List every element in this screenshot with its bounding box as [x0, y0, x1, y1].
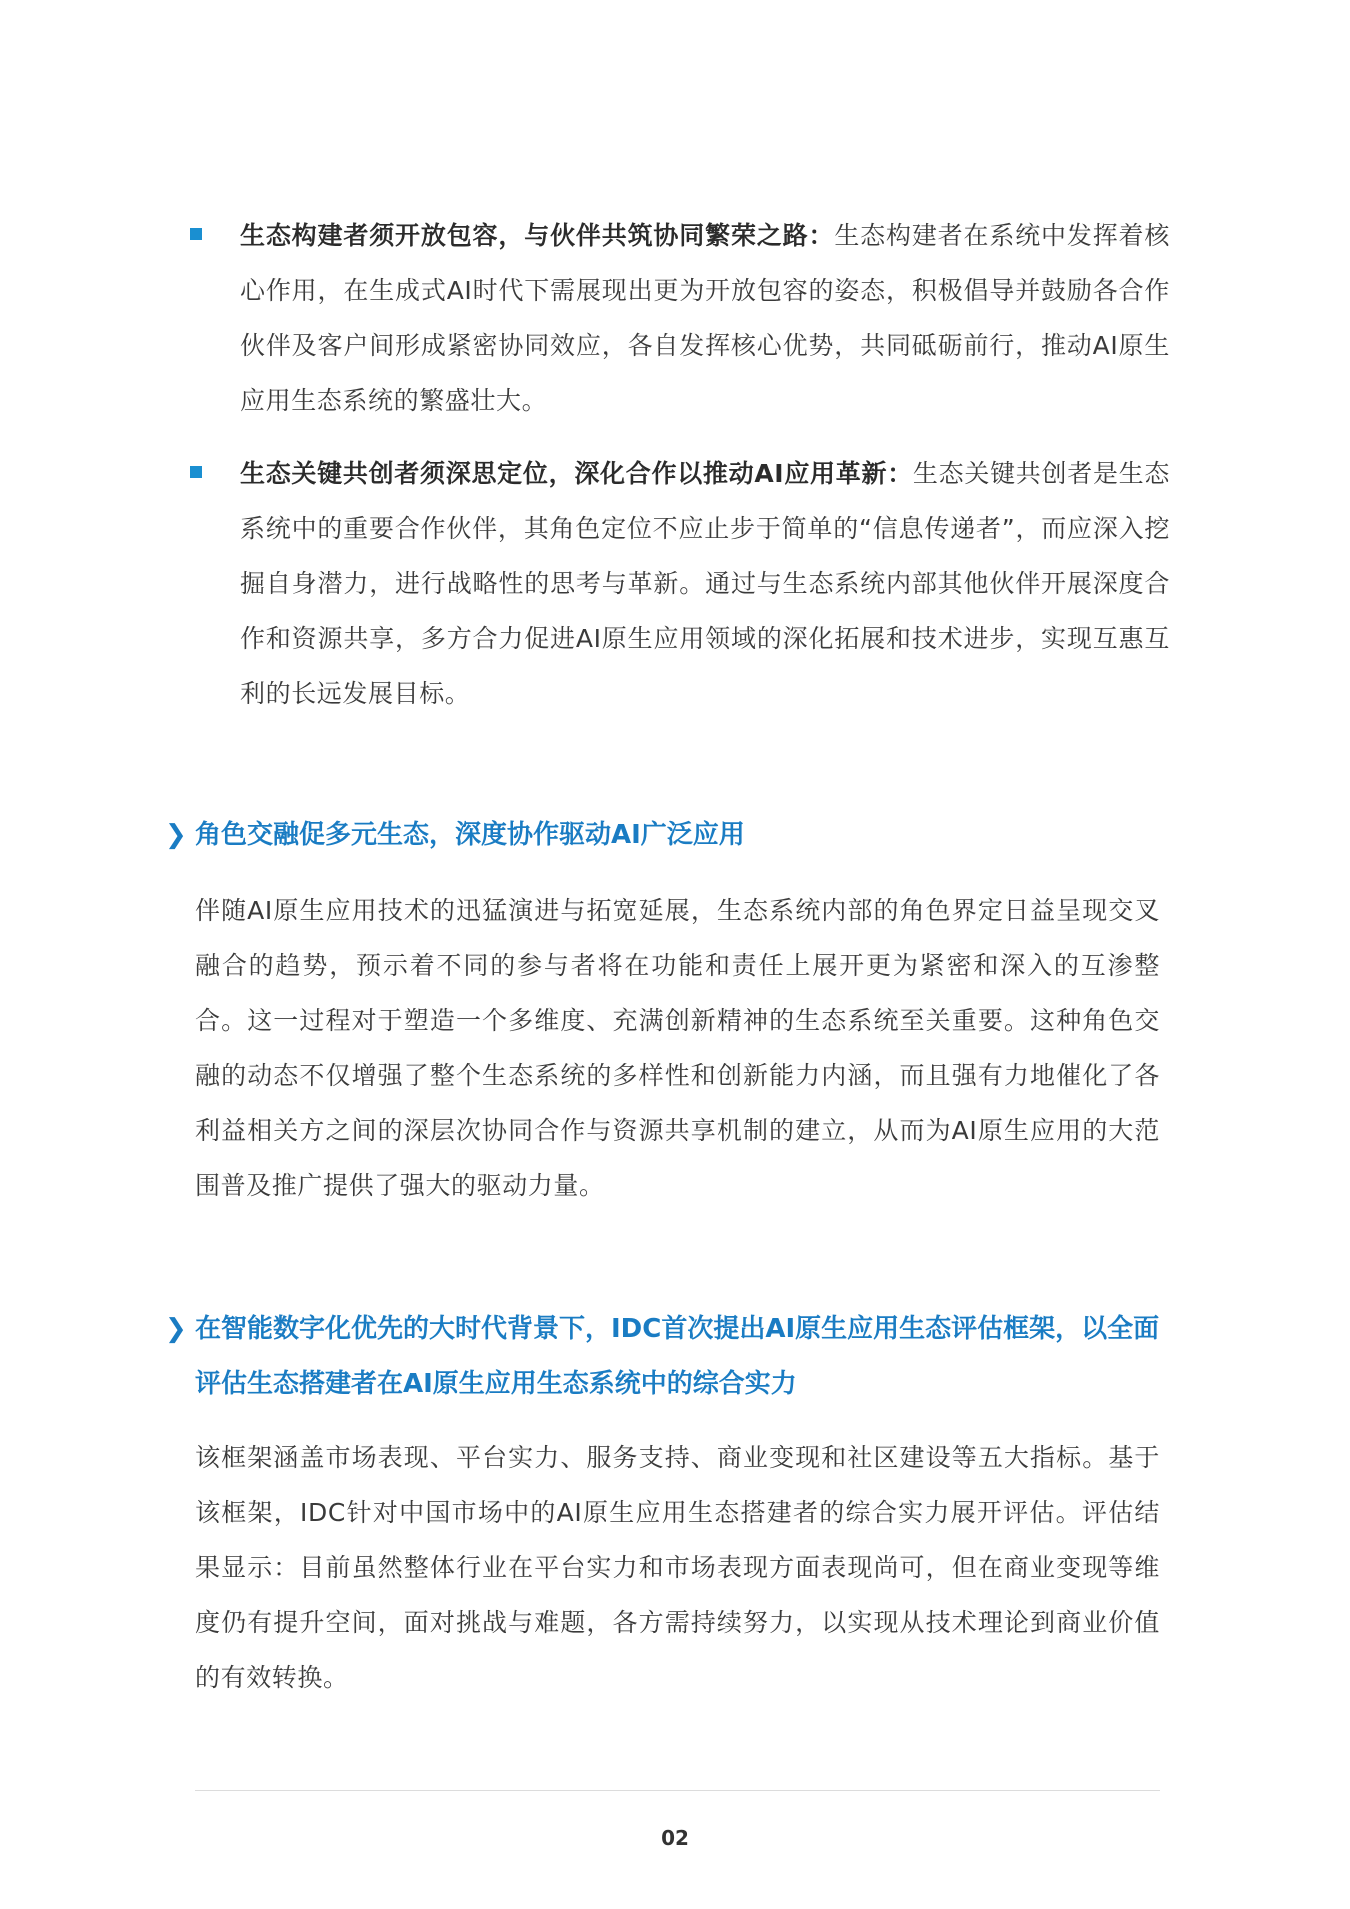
bullet-lead: 生态关键共创者须深思定位，深化合作以推动AI应用革新：	[240, 459, 913, 488]
section-heading	[165, 808, 1165, 863]
bullet-paragraph	[240, 446, 1170, 721]
bullet-item	[190, 446, 1170, 721]
bullet-lead: 生态构建者须开放包容，与伙伴共筑协同繁荣之路：	[240, 221, 835, 250]
section-heading	[165, 1302, 1165, 1412]
section-heading-text: 在智能数字化优先的大时代背景下，IDC首次提出AI原生应用生态评估框架，以全面评估生态搭建者在AI原生应用生态系统中的综合实力	[195, 1314, 1160, 1399]
bullet-body: 生态构建者在系统中发挥着核心作用，在生成式AI时代下需展现出更为开放包容的姿态，积极倡导并鼓励各合作伙伴及客户间形成紧密协同效应，各自发挥核心优势，共同砥砺前行，推动AI原生应用生态系统的繁盛壮大。	[240, 221, 1170, 415]
bullet-body: 生态关键共创者是生态系统中的重要合作伙伴，其角色定位不应止步于简单的“信息传递者”，而应深入挖掘自身潜力，进行战略性的思考与革新。通过与生态系统内部其他伙伴开展深度合作和资源共享，多方合力促进AI原生应用领域的深化拓展和技术进步，实现互惠互利的长远发展目标。	[240, 459, 1170, 708]
square-bullet-icon	[190, 228, 202, 240]
footer-divider	[195, 1790, 1160, 1791]
page-number: 02	[661, 1826, 689, 1850]
section-heading-text: 角色交融促多元生态，深度协作驱动AI广泛应用	[195, 820, 745, 850]
section-paragraph: 伴随AI原生应用技术的迅猛演进与拓宽延展，生态系统内部的角色界定日益呈现交叉融合的趋势，预示着不同的参与者将在功能和责任上展开更为紧密和深入的互渗整合。这一过程对于塑造一个多维度、充满创新精神的生态系统至关重要。这种角色交融的动态不仅增强了整个生态系统的多样性和创新能力内涵，而且强有力地催化了各利益相关方之间的深层次协同合作与资源共享机制的建立，从而为AI原生应用的大范围普及推广提供了强大的驱动力量。	[195, 896, 1160, 1200]
square-bullet-icon	[190, 466, 202, 478]
bullet-item	[190, 208, 1170, 428]
bullet-paragraph	[240, 208, 1170, 428]
chevron-right-icon: ❯	[165, 820, 187, 850]
chevron-right-icon: ❯	[165, 1314, 187, 1344]
section-paragraph: 该框架涵盖市场表现、平台实力、服务支持、商业变现和社区建设等五大指标。基于该框架，IDC针对中国市场中的AI原生应用生态搭建者的综合实力展开评估。评估结果显示：目前虽然整体行业在平台实力和市场表现方面表现尚可，但在商业变现等维度仍有提升空间，面对挑战与难题，各方需持续努力，以实现从技术理论到商业价值的有效转换。	[195, 1443, 1160, 1692]
